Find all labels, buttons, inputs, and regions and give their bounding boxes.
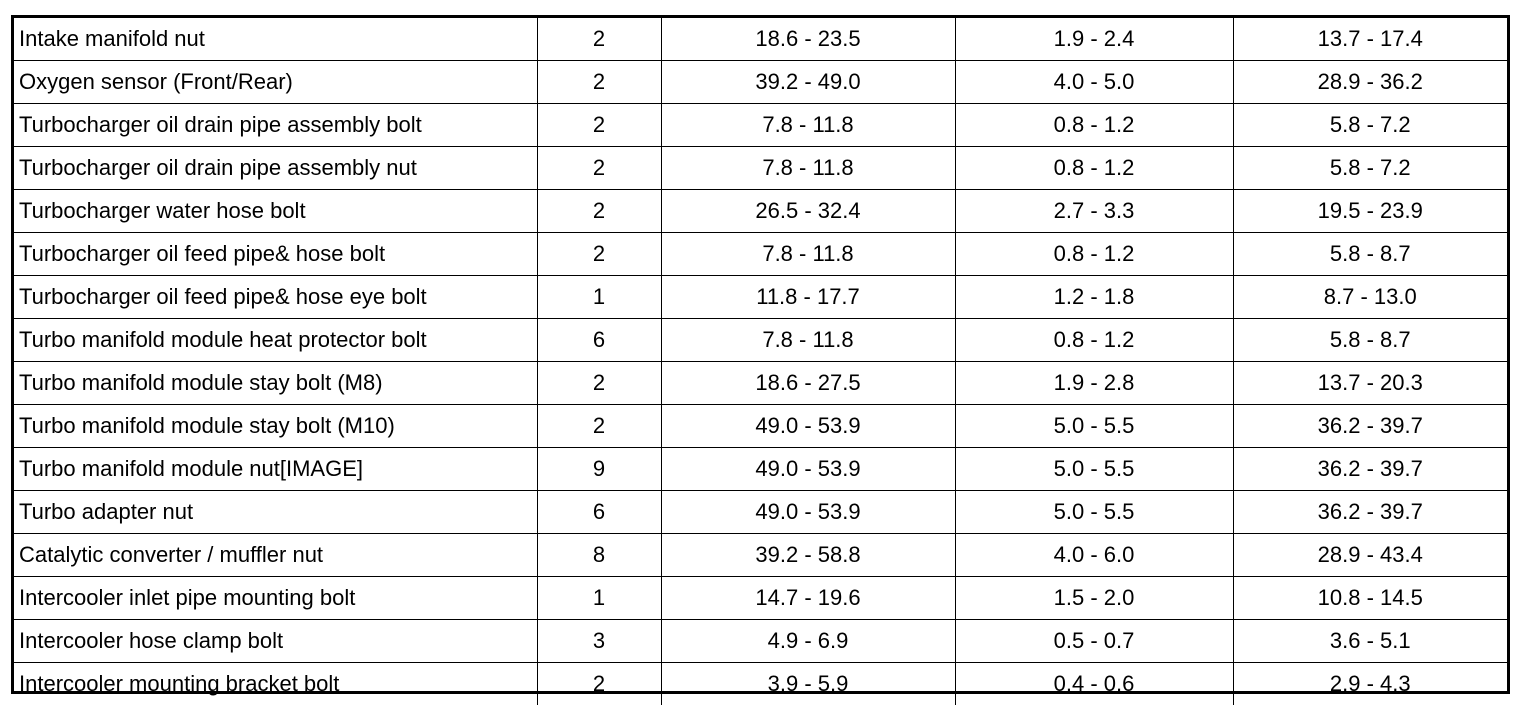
quantity-cell: 2 <box>537 233 661 276</box>
quantity-cell: 2 <box>537 18 661 61</box>
torque-nm-cell: 7.8 - 11.8 <box>661 319 955 362</box>
torque-kgfm-cell: 1.9 - 2.8 <box>955 362 1233 405</box>
torque-kgfm-cell: 0.4 - 0.6 <box>955 663 1233 706</box>
torque-nm-cell: 49.0 - 53.9 <box>661 448 955 491</box>
torque-nm-cell: 49.0 - 53.9 <box>661 491 955 534</box>
quantity-cell: 1 <box>537 276 661 319</box>
item-name-cell: Intercooler mounting bracket bolt <box>14 663 537 706</box>
quantity-cell: 6 <box>537 491 661 534</box>
quantity-cell: 2 <box>537 104 661 147</box>
item-name-cell: Oxygen sensor (Front/Rear) <box>14 61 537 104</box>
torque-lbft-cell: 28.9 - 43.4 <box>1233 534 1507 577</box>
table-row <box>14 405 1507 448</box>
quantity-cell: 2 <box>537 663 661 706</box>
torque-kgfm-cell: 5.0 - 5.5 <box>955 405 1233 448</box>
table-row <box>14 577 1507 620</box>
item-name-cell: Turbo manifold module stay bolt (M10) <box>14 405 537 448</box>
quantity-cell: 3 <box>537 620 661 663</box>
torque-nm-cell: 18.6 - 27.5 <box>661 362 955 405</box>
quantity-cell: 8 <box>537 534 661 577</box>
torque-spec-table-frame <box>11 15 1510 694</box>
torque-kgfm-cell: 1.5 - 2.0 <box>955 577 1233 620</box>
table-row <box>14 61 1507 104</box>
torque-lbft-cell: 36.2 - 39.7 <box>1233 491 1507 534</box>
torque-kgfm-cell: 5.0 - 5.5 <box>955 491 1233 534</box>
table-row <box>14 319 1507 362</box>
table-row <box>14 362 1507 405</box>
table-body <box>14 18 1507 705</box>
table-row <box>14 190 1507 233</box>
torque-lbft-cell: 5.8 - 7.2 <box>1233 104 1507 147</box>
table-row <box>14 448 1507 491</box>
torque-nm-cell: 18.6 - 23.5 <box>661 18 955 61</box>
torque-kgfm-cell: 2.7 - 3.3 <box>955 190 1233 233</box>
torque-kgfm-cell: 1.2 - 1.8 <box>955 276 1233 319</box>
item-name-cell: Catalytic converter / muffler nut <box>14 534 537 577</box>
table-row <box>14 233 1507 276</box>
torque-lbft-cell: 3.6 - 5.1 <box>1233 620 1507 663</box>
item-name-cell: Turbo manifold module nut[IMAGE] <box>14 448 537 491</box>
torque-lbft-cell: 13.7 - 17.4 <box>1233 18 1507 61</box>
torque-nm-cell: 49.0 - 53.9 <box>661 405 955 448</box>
quantity-cell: 1 <box>537 577 661 620</box>
quantity-cell: 9 <box>537 448 661 491</box>
table-row <box>14 147 1507 190</box>
item-name-cell: Turbocharger oil feed pipe& hose eye bolt <box>14 276 537 319</box>
table-row <box>14 276 1507 319</box>
torque-nm-cell: 39.2 - 58.8 <box>661 534 955 577</box>
torque-nm-cell: 4.9 - 6.9 <box>661 620 955 663</box>
torque-kgfm-cell: 4.0 - 6.0 <box>955 534 1233 577</box>
table-row <box>14 620 1507 663</box>
quantity-cell: 2 <box>537 405 661 448</box>
torque-kgfm-cell: 1.9 - 2.4 <box>955 18 1233 61</box>
torque-kgfm-cell: 5.0 - 5.5 <box>955 448 1233 491</box>
torque-lbft-cell: 36.2 - 39.7 <box>1233 448 1507 491</box>
table-row <box>14 18 1507 61</box>
torque-nm-cell: 7.8 - 11.8 <box>661 233 955 276</box>
torque-lbft-cell: 2.9 - 4.3 <box>1233 663 1507 706</box>
torque-spec-table <box>14 18 1507 705</box>
table-row <box>14 663 1507 706</box>
quantity-cell: 2 <box>537 147 661 190</box>
torque-lbft-cell: 28.9 - 36.2 <box>1233 61 1507 104</box>
torque-nm-cell: 11.8 - 17.7 <box>661 276 955 319</box>
item-name-cell: Turbocharger oil drain pipe assembly nut <box>14 147 537 190</box>
torque-nm-cell: 26.5 - 32.4 <box>661 190 955 233</box>
torque-lbft-cell: 36.2 - 39.7 <box>1233 405 1507 448</box>
torque-lbft-cell: 5.8 - 7.2 <box>1233 147 1507 190</box>
item-name-cell: Intake manifold nut <box>14 18 537 61</box>
torque-nm-cell: 7.8 - 11.8 <box>661 104 955 147</box>
item-name-cell: Turbo manifold module heat protector bolt <box>14 319 537 362</box>
item-name-cell: Intercooler inlet pipe mounting bolt <box>14 577 537 620</box>
quantity-cell: 2 <box>537 362 661 405</box>
quantity-cell: 6 <box>537 319 661 362</box>
torque-kgfm-cell: 4.0 - 5.0 <box>955 61 1233 104</box>
torque-kgfm-cell: 0.8 - 1.2 <box>955 104 1233 147</box>
torque-lbft-cell: 13.7 - 20.3 <box>1233 362 1507 405</box>
torque-nm-cell: 3.9 - 5.9 <box>661 663 955 706</box>
torque-nm-cell: 14.7 - 19.6 <box>661 577 955 620</box>
torque-lbft-cell: 5.8 - 8.7 <box>1233 233 1507 276</box>
torque-lbft-cell: 5.8 - 8.7 <box>1233 319 1507 362</box>
table-row <box>14 491 1507 534</box>
item-name-cell: Turbo manifold module stay bolt (M8) <box>14 362 537 405</box>
table-row <box>14 534 1507 577</box>
torque-nm-cell: 7.8 - 11.8 <box>661 147 955 190</box>
item-name-cell: Turbocharger oil drain pipe assembly bolt <box>14 104 537 147</box>
torque-lbft-cell: 19.5 - 23.9 <box>1233 190 1507 233</box>
item-name-cell: Intercooler hose clamp bolt <box>14 620 537 663</box>
torque-nm-cell: 39.2 - 49.0 <box>661 61 955 104</box>
quantity-cell: 2 <box>537 61 661 104</box>
torque-kgfm-cell: 0.5 - 0.7 <box>955 620 1233 663</box>
torque-kgfm-cell: 0.8 - 1.2 <box>955 319 1233 362</box>
torque-lbft-cell: 8.7 - 13.0 <box>1233 276 1507 319</box>
torque-lbft-cell: 10.8 - 14.5 <box>1233 577 1507 620</box>
torque-kgfm-cell: 0.8 - 1.2 <box>955 147 1233 190</box>
quantity-cell: 2 <box>537 190 661 233</box>
torque-kgfm-cell: 0.8 - 1.2 <box>955 233 1233 276</box>
item-name-cell: Turbo adapter nut <box>14 491 537 534</box>
table-row <box>14 104 1507 147</box>
item-name-cell: Turbocharger water hose bolt <box>14 190 537 233</box>
item-name-cell: Turbocharger oil feed pipe& hose bolt <box>14 233 537 276</box>
